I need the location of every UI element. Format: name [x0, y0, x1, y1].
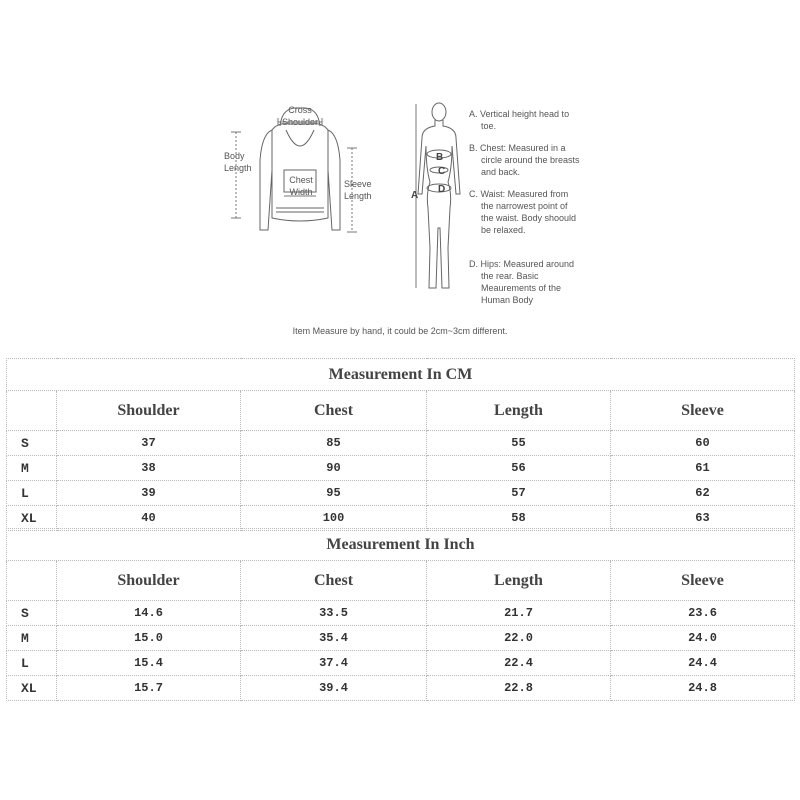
inch-header-sleeve: Sleeve — [611, 561, 795, 601]
table-cell: 61 — [611, 456, 795, 481]
inch-corner-cell — [7, 561, 57, 601]
table-row — [7, 481, 795, 506]
legend-item-d: D. Hips: Measured around the rear. Basic Meaurements of the Human Body — [469, 259, 575, 305]
inch-header-length: Length — [427, 561, 611, 601]
table-cell: 15.4 — [57, 651, 241, 676]
table-row — [7, 506, 795, 531]
inch-header-chest: Chest — [241, 561, 427, 601]
table-cell: 21.7 — [427, 601, 611, 626]
size-label: XL — [7, 676, 57, 701]
table-cell: 24.8 — [611, 676, 795, 701]
table-cell: 39 — [57, 481, 241, 506]
size-label: M — [7, 626, 57, 651]
table-cell: 14.6 — [57, 601, 241, 626]
size-label: S — [7, 601, 57, 626]
table-cell: 15.7 — [57, 676, 241, 701]
cm-corner-cell — [7, 391, 57, 431]
table-cell: 15.0 — [57, 626, 241, 651]
cm-header-chest: Chest — [241, 391, 427, 431]
legend-item-a: A. Vertical height head to toe. — [469, 109, 570, 131]
table-cell: 24.0 — [611, 626, 795, 651]
inch-table-title: Measurement In Inch — [7, 529, 795, 561]
body-length-label: Body Length — [224, 151, 252, 173]
table-cell: 33.5 — [241, 601, 427, 626]
table-cell: 40 — [57, 506, 241, 531]
measure-note: Item Measure by hand, it could be 2cm~3cm different. — [292, 326, 508, 336]
marker-a: A — [411, 190, 419, 201]
table-cell: 24.4 — [611, 651, 795, 676]
table-row — [7, 651, 795, 676]
cm-header-shoulder: Shoulder — [57, 391, 241, 431]
marker-d: D — [438, 184, 446, 195]
table-cell: 23.6 — [611, 601, 795, 626]
table-cell: 60 — [611, 431, 795, 456]
chest-width-label: Chest Width — [289, 175, 313, 197]
table-cell: 63 — [611, 506, 795, 531]
size-label: L — [7, 481, 57, 506]
sleeve-length-label: Sleeve Length — [344, 179, 372, 201]
marker-c: C — [438, 166, 446, 177]
table-row — [7, 626, 795, 651]
size-label: XL — [7, 506, 57, 531]
size-label: S — [7, 431, 57, 456]
table-cell: 37 — [57, 431, 241, 456]
table-cell: 95 — [241, 481, 427, 506]
table-row — [7, 456, 795, 481]
cm-size-table — [6, 358, 795, 531]
table-cell: 55 — [427, 431, 611, 456]
cm-table-title: Measurement In CM — [7, 359, 795, 391]
table-cell: 56 — [427, 456, 611, 481]
marker-b: B — [436, 152, 444, 163]
table-cell: 62 — [611, 481, 795, 506]
inch-header-shoulder: Shoulder — [57, 561, 241, 601]
size-label: L — [7, 651, 57, 676]
table-cell: 22.4 — [427, 651, 611, 676]
legend-item-b: B. Chest: Measured in a circle around the breasts and back. — [469, 143, 580, 177]
table-cell: 58 — [427, 506, 611, 531]
table-cell: 22.8 — [427, 676, 611, 701]
size-label: M — [7, 456, 57, 481]
table-cell: 38 — [57, 456, 241, 481]
table-cell: 100 — [241, 506, 427, 531]
table-row — [7, 431, 795, 456]
table-row — [7, 601, 795, 626]
cross-shoulder-label: Cross Shoulder — [281, 105, 319, 127]
table-cell: 85 — [241, 431, 427, 456]
table-cell: 57 — [427, 481, 611, 506]
table-cell: 35.4 — [241, 626, 427, 651]
inch-size-table — [6, 528, 795, 701]
table-row — [7, 676, 795, 701]
cm-header-length: Length — [427, 391, 611, 431]
table-cell: 22.0 — [427, 626, 611, 651]
table-cell: 37.4 — [241, 651, 427, 676]
cm-header-sleeve: Sleeve — [611, 391, 795, 431]
table-cell: 90 — [241, 456, 427, 481]
table-cell: 39.4 — [241, 676, 427, 701]
legend-item-c: C. Waist: Measured from the narrowest point of the waist. Body shoould be relaxed. — [469, 189, 577, 235]
